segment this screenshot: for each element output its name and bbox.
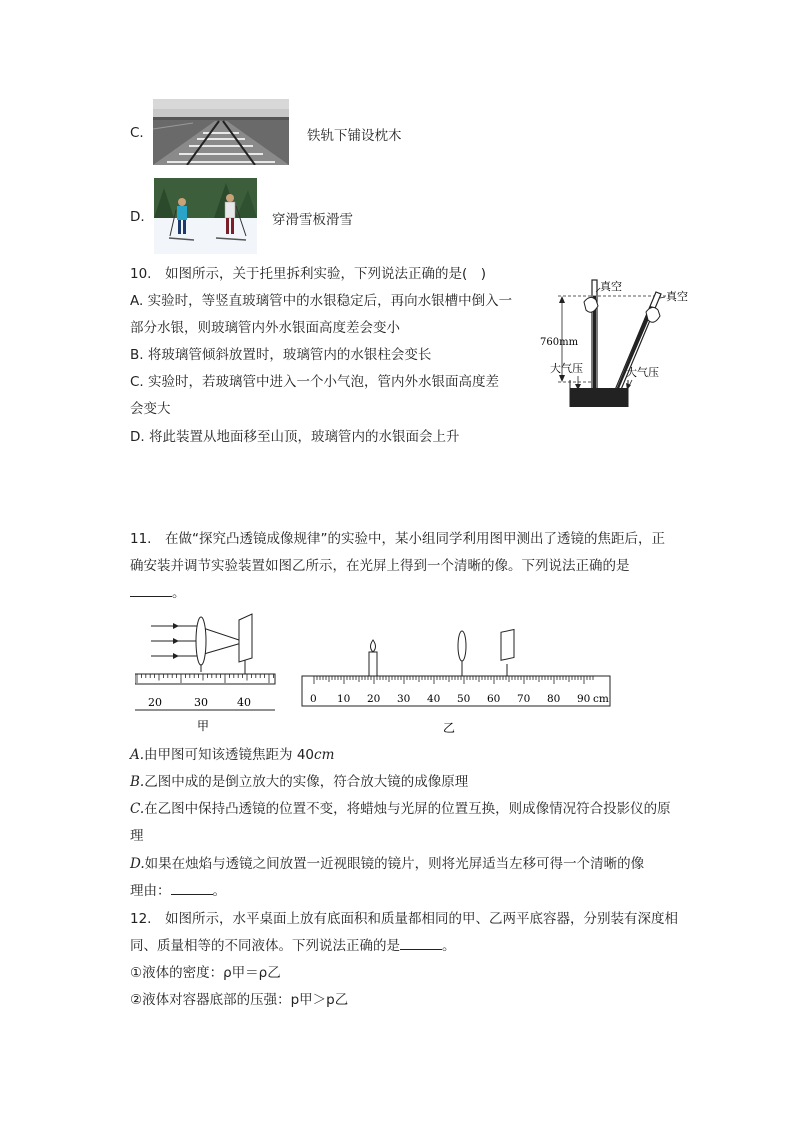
light-screen xyxy=(501,630,514,661)
height-label: 760mm xyxy=(540,337,579,348)
atm-label-2: 大气压 xyxy=(626,366,659,379)
q11-option-d: D.如果在烛焰与透镜之间放置一近视眼镜的镜片，则将光屏适当左移可得一个清晰的像 xyxy=(130,856,645,872)
focal-length-figure xyxy=(135,612,280,737)
yi-tick-60: 60 xyxy=(487,693,501,705)
q10-option-a-line1: A. 实验时，等竖直玻璃管中的水银稳定后，再向水银槽中倒入一 xyxy=(130,293,513,309)
q11-stem-line1: 11. 在做“探究凸透镜成像规律”的实验中，某小组同学利用图甲测出了透镜的焦距后，正 xyxy=(130,531,665,547)
atm-label-1: 大气压 xyxy=(550,362,583,375)
torricelli-diagram xyxy=(538,272,698,414)
q9-option-c-text: 铁轨下铺设枕木 xyxy=(307,128,402,144)
q10-option-c-line2: 会变大 xyxy=(130,401,171,417)
vacuum-label-2: 真空 xyxy=(666,290,688,303)
q11-option-b: B.乙图中成的是倒立放大的实像，符合放大镜的成像原理 xyxy=(130,774,469,790)
yi-unit: cm xyxy=(593,693,609,705)
yi-tick-40: 40 xyxy=(427,693,441,705)
q12-stem-line2: 同、质量相等的不同液体。下列说法正确的是 。 xyxy=(130,938,456,954)
lens-bench-figure xyxy=(300,628,615,740)
railway-track-photo xyxy=(153,99,289,165)
q11-stem-line2: 确安装并调节实验装置如图乙所示，在光屏上得到一个清晰的像。下列说法正确的是 xyxy=(130,558,630,574)
convex-lens xyxy=(458,631,466,661)
skiing-photo xyxy=(154,178,257,254)
q11-option-c-line2: 理 xyxy=(130,828,144,844)
q9-option-d-label: D. xyxy=(130,209,145,225)
q11-option-a: A.由甲图可知该透镜焦距为 40cm xyxy=(130,747,335,763)
q10-option-c-line1: C. 实验时，若玻璃管中进入一个小气泡，管内外水银面高度差 xyxy=(130,374,500,390)
q10-option-b: B. 将玻璃管倾斜放置时，玻璃管内的水银柱会变长 xyxy=(130,347,432,363)
jia-tick-40: 40 xyxy=(237,696,251,709)
yi-tick-10: 10 xyxy=(337,693,351,705)
q12-option-2: ②液体对容器底部的压强：p甲＞p乙 xyxy=(130,992,349,1008)
jia-caption: 甲 xyxy=(197,719,210,733)
q12-answer-blank[interactable] xyxy=(400,937,442,950)
yi-tick-0: 0 xyxy=(310,693,317,705)
candle-flame xyxy=(371,640,376,652)
vacuum-label-1: 真空 xyxy=(600,280,622,293)
q9-option-d-text: 穿滑雪板滑雪 xyxy=(272,212,353,228)
q12-stem-line1: 12. 如图所示，水平桌面上放有底面积和质量都相同的甲、乙两平底容器，分别装有深度相 xyxy=(130,911,678,927)
yi-tick-50: 50 xyxy=(457,693,471,705)
jia-tick-30: 30 xyxy=(194,696,208,709)
q11-option-c-line1: C.在乙图中保持凸透镜的位置不变，将蜡烛与光屏的位置互换，则成像情况符合投影仪的原 xyxy=(130,801,671,817)
q11-stem-line3: 。 xyxy=(130,584,186,602)
q11-reason: 理由： 。 xyxy=(130,883,226,899)
yi-tick-30: 30 xyxy=(397,693,411,705)
yi-tick-80: 80 xyxy=(547,693,561,705)
candle xyxy=(369,652,377,676)
q10-stem: 10. 如图所示，关于托里拆利实验，下列说法正确的是( ) xyxy=(130,266,487,282)
yi-caption: 乙 xyxy=(443,721,456,735)
q11-answer-blank[interactable] xyxy=(130,584,172,597)
q12-option-1: ①液体的密度：ρ甲＝ρ乙 xyxy=(130,965,281,981)
yi-tick-90: 90 xyxy=(577,693,591,705)
q10-option-a-line2: 部分水银，则玻璃管内外水银面高度差会变小 xyxy=(130,320,400,336)
q10-option-d: D. 将此装置从地面移至山顶，玻璃管内的水银面会上升 xyxy=(130,429,460,445)
q11-reason-blank[interactable] xyxy=(171,882,213,895)
yi-tick-20: 20 xyxy=(367,693,381,705)
yi-tick-70: 70 xyxy=(517,693,531,705)
jia-tick-20: 20 xyxy=(148,696,162,709)
q9-option-c-label: C. xyxy=(130,125,144,141)
